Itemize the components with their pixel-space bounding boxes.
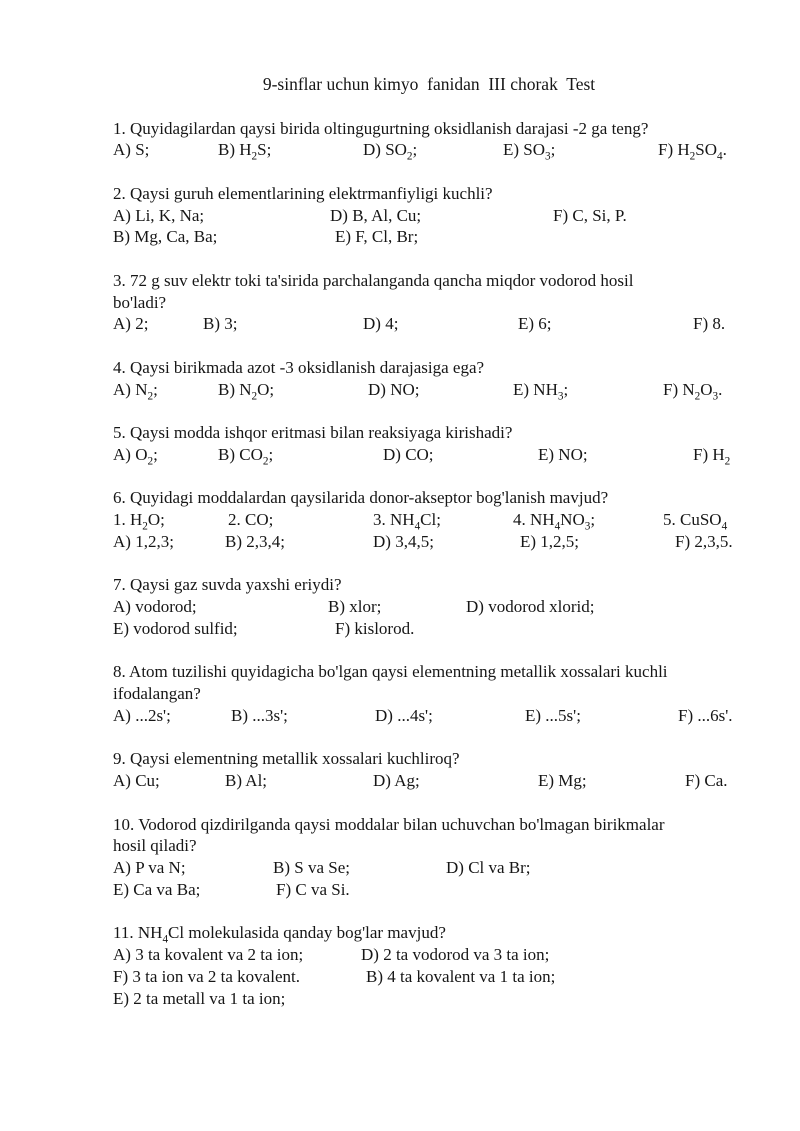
- q5-question-text: 5. Qaysi modda ishqor eritmasi bilan reaksiyaga kirishadi?: [113, 423, 513, 442]
- q9-option-f: F) Ca.: [685, 771, 728, 790]
- q11-option-e: E) 2 ta metall va 1 ta ion;: [113, 988, 286, 1008]
- question-block-6: [113, 487, 745, 552]
- q6-question: [113, 487, 745, 509]
- question-block-9: [113, 748, 745, 792]
- q5-option-b: B) $CO_2$;: [218, 444, 274, 468]
- q6-substance-1: 1. $H_2O$;: [113, 510, 165, 533]
- q11-options-row-1: [113, 944, 745, 966]
- q2-option-f: F) C, Si, P.: [553, 205, 627, 225]
- q11-option-f: F) 3 ta ion va 2 ta kovalent.: [113, 966, 300, 986]
- q2-option-a: A) Li, K, Na;: [113, 205, 205, 225]
- question-block-10: [113, 814, 745, 901]
- q5-options: [113, 444, 745, 466]
- q8-option-a: A) ...2s';: [113, 705, 171, 725]
- q6-question-text: 6. Quyidagi moddalardan qaysilarida donor-akseptor bog'lanish mavjud?: [113, 488, 609, 508]
- document-body: [113, 118, 745, 1010]
- question-block-1: [113, 118, 745, 162]
- q9-option-e: E) Mg;: [538, 771, 587, 790]
- q6-substance-3: 3. $NH_4Cl$;: [373, 510, 441, 533]
- q3-option-b: B) 3;: [203, 314, 238, 334]
- q10-option-b: B) S va Se;: [273, 858, 350, 877]
- question-block-2: [113, 183, 745, 248]
- q10-question-line-1: [113, 814, 745, 836]
- q6-option-b: B) 2,3,4;: [225, 531, 285, 551]
- q11-options-row-2: [113, 966, 745, 988]
- q11-question-text: 11. $NH_4Cl$ molekulasida qanday bog'lar mavjud?: [113, 923, 446, 946]
- q8-question-line-2: [113, 683, 745, 705]
- q8-options: [113, 705, 745, 727]
- q6-options: [113, 531, 745, 553]
- q1-option-d: D) $SO_2$;: [363, 140, 418, 163]
- q10-options-row-2: [113, 879, 745, 901]
- q3-options: [113, 313, 745, 335]
- q11-options-row-3: [113, 988, 745, 1010]
- q3-question-line-2: [113, 292, 745, 314]
- q2-option-e: E) F, Cl, Br;: [335, 227, 419, 247]
- question-block-11: [113, 922, 745, 1009]
- q3-option-e: E) 6;: [518, 314, 552, 334]
- q10-option-f: F) C va Si.: [276, 879, 350, 899]
- q3-option-d: D) 4;: [363, 314, 399, 334]
- q6-substances: [113, 509, 745, 531]
- q1-question: [113, 118, 745, 140]
- q4-question-text: 4. Qaysi birikmada azot -3 oksidlanish darajasiga ega?: [113, 357, 485, 377]
- q3-question-text-2: bo'ladi?: [113, 292, 167, 312]
- q9-option-a: A) Cu;: [113, 771, 160, 790]
- q1-option-f: F) $H_2SO_4$.: [658, 140, 727, 163]
- q8-option-e: E) ...5s';: [525, 705, 581, 725]
- q6-option-e: E) 1,2,5;: [520, 531, 580, 551]
- q7-question: [113, 574, 745, 596]
- q5-question: [113, 422, 745, 444]
- q1-options: [113, 139, 745, 161]
- q4-option-f: F) $N_2O_3$.: [663, 379, 723, 402]
- q2-question: [113, 183, 745, 205]
- q5-option-a: A) $O_2$;: [113, 444, 158, 468]
- q7-option-f: F) kislorod.: [335, 618, 415, 638]
- q3-question-line-1: [113, 270, 745, 292]
- q8-question-line-1: [113, 661, 745, 683]
- q6-option-f: F) 2,3,5.: [675, 531, 733, 551]
- q9-options: [113, 770, 745, 792]
- q5-option-e: E) NO;: [538, 444, 588, 464]
- q9-option-d: D) Ag;: [373, 771, 420, 790]
- q2-options-row-1: [113, 205, 745, 227]
- q11-option-b: B) 4 ta kovalent va 1 ta ion;: [366, 966, 556, 986]
- q2-option-b: B) Mg, Ca, Ba;: [113, 227, 218, 247]
- q6-substance-2: 2. CO;: [228, 510, 274, 529]
- q10-question-text-1: 10. Vodorod qizdirilganda qaysi moddalar bilan uchuvchan bo'lmagan birikmalar: [113, 814, 665, 834]
- q5-option-f: F) $H_2$: [693, 444, 731, 468]
- q1-question-text: 1. Quyidagilardan qaysi birida oltingugurtning oksidlanish darajasi -2 ga teng?: [113, 118, 649, 138]
- q1-option-a: A) S;: [113, 140, 150, 160]
- q7-option-d: D) vodorod xlorid;: [466, 597, 595, 616]
- q11-question: [113, 922, 745, 944]
- q10-option-a: A) P va N;: [113, 858, 186, 877]
- q11-option-a: A) 3 ta kovalent va 2 ta ion;: [113, 945, 304, 964]
- q9-question: [113, 748, 745, 770]
- q10-option-d: D) Cl va Br;: [446, 858, 531, 877]
- q1-option-b: B) $H_2S$;: [218, 140, 272, 163]
- q3-option-a: A) 2;: [113, 314, 149, 334]
- question-block-7: [113, 574, 745, 639]
- q7-option-e: E) vodorod sulfid;: [113, 618, 238, 638]
- q4-option-d: D) NO;: [368, 379, 420, 399]
- q8-option-b: B) ...3s';: [231, 705, 288, 725]
- q10-question-line-2: [113, 835, 745, 857]
- question-block-4: [113, 357, 745, 401]
- q8-option-f: F) ...6s'.: [678, 705, 733, 725]
- q6-option-d: D) 3,4,5;: [373, 531, 434, 551]
- q10-options-row-1: [113, 857, 745, 879]
- q9-question-text: 9. Qaysi elementning metallik xossalari kuchliroq?: [113, 749, 460, 769]
- q5-option-d: D) CO;: [383, 444, 434, 464]
- q6-option-a: A) 1,2,3;: [113, 531, 174, 551]
- q9-option-b: B) Al;: [225, 771, 268, 790]
- q3-question-text-1: 3. 72 g suv elektr toki ta'sirida parchalanganda qancha miqdor vodorod hosil: [113, 270, 634, 290]
- q2-option-d: D) B, Al, Cu;: [330, 205, 422, 225]
- q6-substance-5: 5. CuSO$_4$: [663, 510, 728, 533]
- q8-option-d: D) ...4s';: [375, 705, 433, 725]
- q8-question-text-2: ifodalangan?: [113, 684, 201, 703]
- q7-option-b: B) xlor;: [328, 597, 382, 616]
- q8-question-text-1: 8. Atom tuzilishi quyidagicha bo'lgan qaysi elementning metallik xossalari kuchli: [113, 662, 668, 682]
- q11-option-d: D) 2 ta vodorod va 3 ta ion;: [361, 945, 550, 964]
- q10-question-text-2: hosil qiladi?: [113, 836, 197, 856]
- question-block-8: [113, 661, 745, 726]
- q7-question-text: 7. Qaysi gaz suvda yaxshi eriydi?: [113, 575, 342, 595]
- q3-option-f: F) 8.: [693, 314, 726, 334]
- q7-options-row-1: [113, 596, 745, 618]
- q4-option-b: B) $N_2O$;: [218, 379, 275, 402]
- question-block-3: [113, 270, 745, 335]
- q4-options: [113, 379, 745, 401]
- question-block-5: [113, 422, 745, 466]
- q7-options-row-2: [113, 618, 745, 640]
- q4-question: [113, 357, 745, 379]
- q2-options-row-2: [113, 226, 745, 248]
- q7-option-a: A) vodorod;: [113, 597, 197, 616]
- q6-substance-4: 4. $NH_4NO_3$;: [513, 510, 596, 533]
- q1-option-e: E) $SO_3$;: [503, 140, 556, 163]
- document-content: [113, 74, 745, 1009]
- q4-option-e: E) $NH_3$;: [513, 379, 569, 402]
- q4-option-a: A) $N_2$;: [113, 379, 158, 402]
- q2-question-text: 2. Qaysi guruh elementlarining elektrmanfiyligi kuchli?: [113, 183, 493, 203]
- document-title: 9-sinflar uchun kimyo fanidan III chorak Test: [262, 74, 596, 94]
- q10-option-e: E) Ca va Ba;: [113, 879, 201, 899]
